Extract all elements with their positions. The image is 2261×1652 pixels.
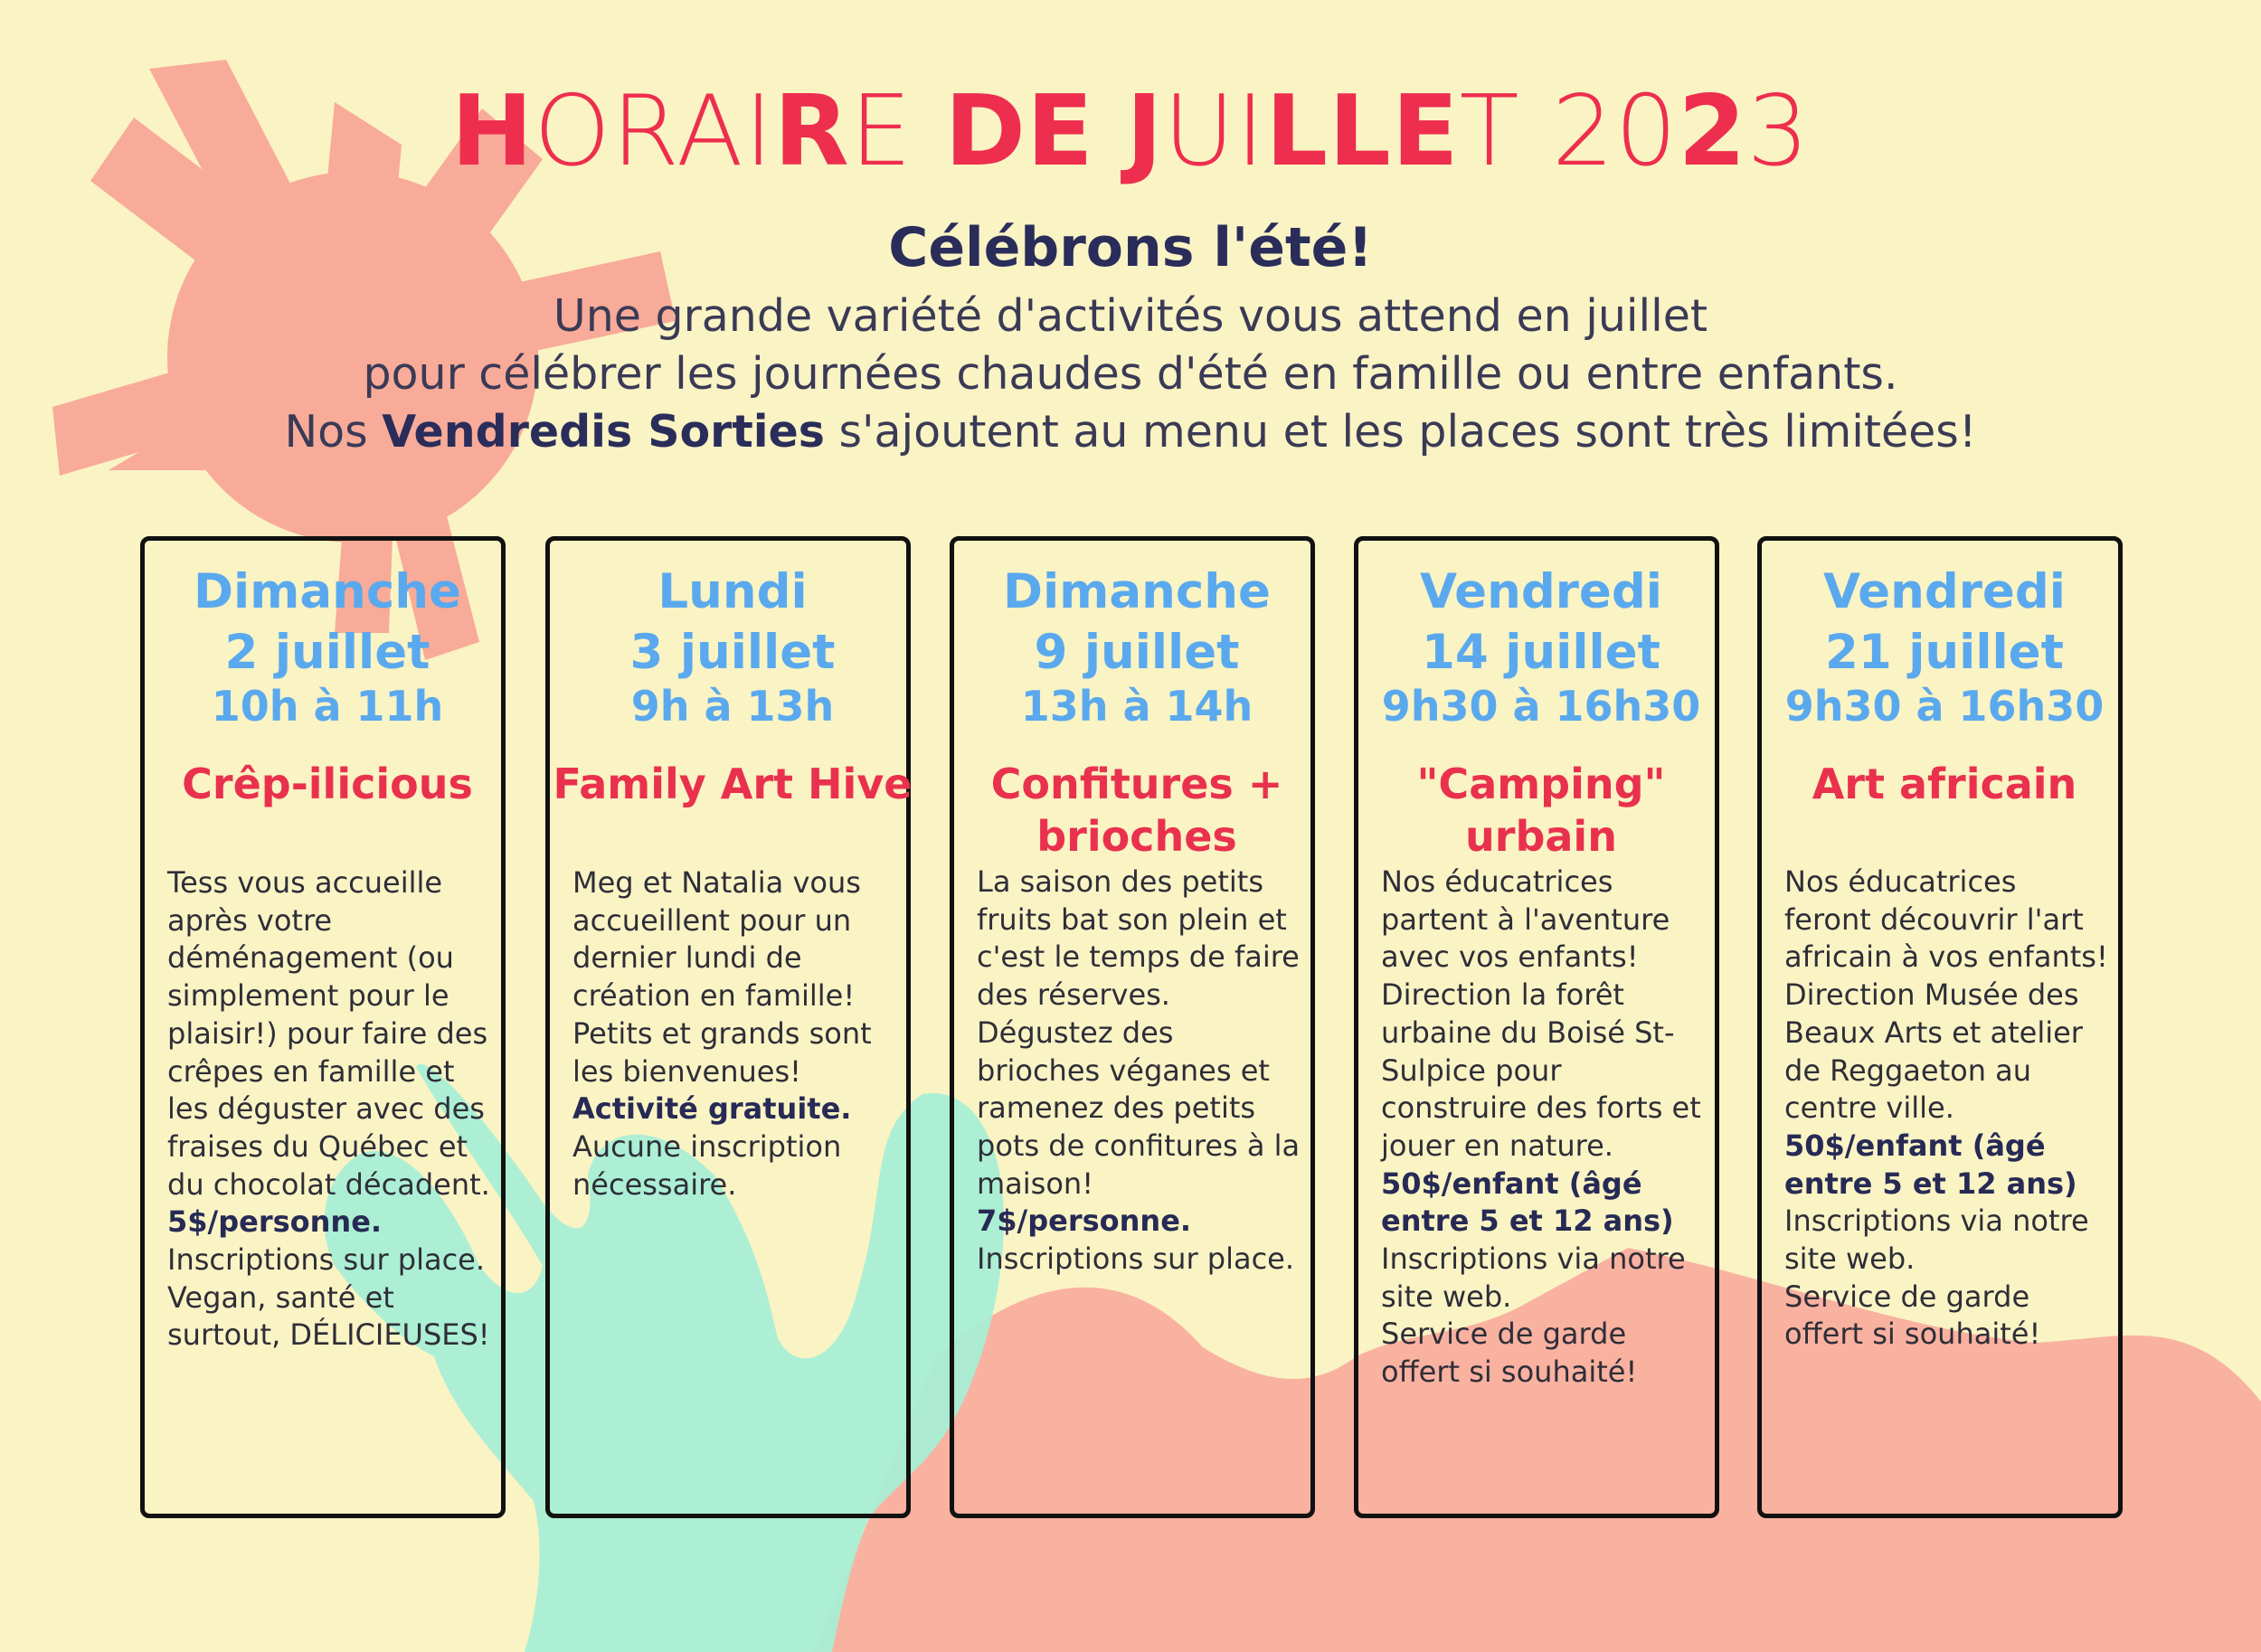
- intro-line: pour célébrer les journées chaudes d'été en famille ou entre enfants.: [363, 348, 1898, 400]
- event-activity: Art africain: [1812, 760, 2077, 808]
- event-time: 9h30 à 16h30: [1381, 682, 1701, 731]
- subtitle: Célébrons l'été!: [888, 216, 1373, 279]
- event-description: Nos éducatrices partent à l'aventure avec vos enfants! Direction la forêt urbaine du Boisé St-Sulpice pour construire des forts et jouer en nature. 50$/enfant (âgé entre 5 et 12 ans) Inscriptions via notre site web. Service de garde offert si souhaité!: [1381, 864, 1701, 1390]
- event-date: 14 juillet: [1422, 625, 1660, 680]
- page-title: [0, 75, 2261, 188]
- event-price: 50$/enfant (âgé entre 5 et 12 ans): [1784, 1128, 2077, 1201]
- event-date: 21 juillet: [1825, 625, 2064, 680]
- event-card: [950, 536, 1315, 1518]
- event-day: Vendredi: [1420, 564, 1662, 619]
- event-day: Lundi: [657, 564, 808, 619]
- event-activity: Family Art Hive: [553, 760, 913, 808]
- event-activity: "Camping" urbain: [1416, 760, 1666, 861]
- event-description: Nos éducatrices feront découvrir l'art africain à vos enfants! Direction Musée des Beaux Arts et atelier de Reggaeton au centre ville. 50$/enfant (âgé entre 5 et 12 ans) Inscriptions via notre site web. Service de garde offert si souhaité!: [1784, 864, 2108, 1352]
- event-description: Meg et Natalia vous accueillent pour un dernier lundi de création en famille! Petits et grands sont les bienvenues! Activité gratuite. Aucune inscription nécessaire.: [572, 865, 872, 1202]
- event-day: Dimanche: [1003, 564, 1271, 619]
- event-card: [1354, 536, 1719, 1518]
- event-card: [140, 536, 506, 1518]
- title-part: 3: [1746, 75, 1811, 188]
- intro-highlight: Vendredis Sorties: [382, 406, 825, 458]
- title-part: LLE: [1265, 75, 1460, 188]
- intro-text: [0, 288, 2261, 461]
- title-part: R: [773, 75, 850, 188]
- intro-line: Nos Vendredis Sorties s'ajoutent au menu et les places sont très limitées!: [284, 406, 1977, 458]
- title-part: E: [849, 75, 945, 188]
- event-day: Vendredi: [1823, 564, 2066, 619]
- title-part: ORAI: [534, 75, 774, 188]
- event-activity: Crêp-ilicious: [182, 760, 473, 808]
- event-price: 7$/personne.: [977, 1204, 1192, 1239]
- event-day: Dimanche: [194, 564, 461, 619]
- title-part: T: [1459, 75, 1552, 188]
- event-time: 10h à 11h: [211, 682, 444, 731]
- event-price: 50$/enfant (âgé entre 5 et 12 ans): [1381, 1166, 1674, 1239]
- event-time: 13h à 14h: [1020, 682, 1253, 731]
- event-description: La saison des petits fruits bat son plein et c'est le temps de faire des réserves. Dégustez des brioches véganes et ramenez des petits pots de confitures à la maison! 7$/personne. Inscriptions sur place.: [977, 864, 1301, 1277]
- title-part: 2: [1678, 75, 1747, 188]
- intro-line: Une grande variété d'activités vous attend en juillet: [553, 290, 1708, 342]
- event-price: Activité gratuite.: [572, 1091, 852, 1127]
- event-price: 5$/personne.: [167, 1204, 383, 1240]
- title-part: H: [450, 75, 535, 188]
- title-part: 20: [1551, 75, 1679, 188]
- event-date: 3 juillet: [629, 625, 836, 680]
- event-time: 9h à 13h: [630, 682, 835, 731]
- event-date: 2 juillet: [224, 625, 430, 680]
- title-part: J: [1126, 75, 1164, 188]
- event-card: [1757, 536, 2123, 1518]
- title-part: UI: [1163, 75, 1266, 188]
- event-time: 9h30 à 16h30: [1784, 682, 2105, 731]
- title-part: [1094, 75, 1126, 188]
- title-part: DE: [944, 75, 1094, 188]
- event-activity: Confitures + brioches: [990, 760, 1283, 861]
- event-date: 9 juillet: [1034, 625, 1240, 680]
- event-card: [545, 536, 911, 1518]
- event-description: Tess vous accueille après votre déménagement (ou simplement pour le plaisir!) pour faire des crêpes en famille et les déguster avec des fraises du Québec et du chocolat décadent. 5$/personne. Inscriptions sur place. Vegan, santé et surtout, DÉLICIEUSES!: [167, 865, 490, 1353]
